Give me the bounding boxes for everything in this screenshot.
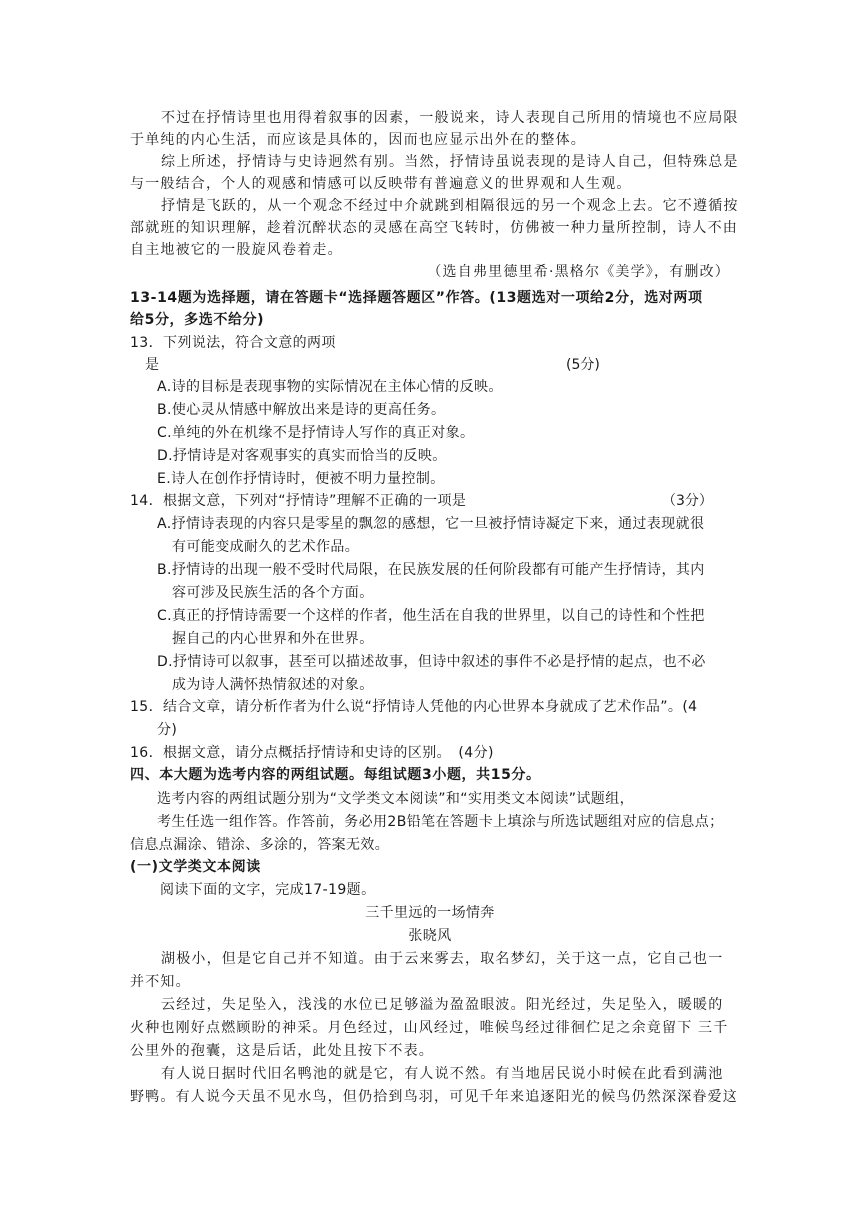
q14-stem: 14．根据文意，下列对“抒情诗”理解不正确的一项是 [130,493,467,509]
q14-option-d-cont: 成为诗人满怀热情叙述的对象。 [172,677,374,693]
q13-option-d: D.抒情诗是对客观事实的真实而恰当的反映。 [157,448,447,464]
essay-line: 自主地被它的一股旋风卷着走。 [130,242,343,258]
q13-option-b: B.使心灵从情感中解放出来是诗的更高任务。 [157,402,446,418]
story-line: 云经过，失足坠入，浅浅的水位已足够溢为盈盈眼波。阳光经过，失足坠入，暖暖的 [161,997,724,1013]
q14-option-d: D.抒情诗可以叙事，甚至可以描述故事，但诗中叙述的事件不必是抒情的起点，也不必 [157,654,706,670]
instruction-line: 13-14题为选择题，请在答题卡“选择题答题区”作答。(13题选对一项给2分，选对两项 [130,290,703,306]
story-title: 三千里远的一场情奔 [365,905,495,921]
story-line: 有人说日据时代旧名鸭池的就是它，有人说不然。有当地居民说小时候在此看到满池 [161,1066,724,1082]
q14-option-b: B.抒情诗的出现一般不受时代局限，在民族发展的任何阶段都有可能产生抒情诗，其内 [157,562,705,578]
q14-option-c-cont: 握自己的内心世界和外在世界。 [172,631,374,647]
instruction-line: 给5分，多选不给分) [130,312,265,328]
story-author: 张晓风 [408,928,452,944]
q15-stem-cont: 分) [157,722,178,738]
story-line: 公里外的孢囊，这是后话，此处且按下不表。 [130,1043,434,1059]
story-line: 并不知。 [130,974,191,990]
section-note: 考生任选一组作答。作答前，务必用2B铅笔在答题卡上填涂与所选试题组对应的信息点； [157,814,724,830]
essay-line: 与一般结合，个人的观感和情感可以反映带有普遍意义的世界观和人生观。 [130,176,632,192]
section-note: 选考内容的两组试题分别为“文学类文本阅读”和“实用类文本阅读”试题组， [157,791,635,807]
q14-option-a: A.抒情诗表现的内容只是零星的飘忽的感想，它一旦被抒情诗凝定下来，通过表现就很 [157,516,705,532]
q13-option-e: E.诗人在创作抒情诗时，便被不明力量控制。 [157,471,445,487]
q13-option-a: A.诗的目标是表现事物的实际情况在主体心情的反映。 [157,379,503,395]
q13-option-c: C.单纯的外在机缘不是抒情诗人写作的真正对象。 [157,425,475,441]
q13-stem-cont: 是 [145,357,160,373]
essay-line: 综上所述，抒情诗与史诗迥然有别。当然，抒情诗虽说表现的是诗人自己，但特殊总是 [161,154,739,170]
section-title: 四、本大题为选考内容的两组试题。每组试题3小题，共15分。 [130,767,541,783]
essay-line: 不过在抒情诗里也用得着叙事的因素，一般说来，诗人表现自己所用的情境也不应局限 [161,110,739,126]
subsection-title: (一)文学类文本阅读 [130,859,261,875]
q15-stem: 15．结合文章，请分析作者为什么说“抒情诗人凭他的内心世界本身就成了艺术作品”。(4 [130,699,698,715]
essay-line: 于单纯的内心生活，而应该是具体的，因而也应显示出外在的整体。 [130,132,586,148]
story-line: 火种也刚好点燃顾盼的神采。月色经过，山风经过，唯候鸟经过徘徊伫足之余竟留下 三千 [130,1020,729,1036]
q14-option-b-cont: 容可涉及民族生活的各个方面。 [172,585,374,601]
q14-option-a-cont: 有可能变成耐久的艺术作品。 [172,539,360,555]
q16-stem: 16．根据文意，请分点概括抒情诗和史诗的区别。 (4分) [130,745,494,761]
q14-option-c: C.真正的抒情诗需要一个这样的作者，他生活在自我的世界里，以自己的诗性和个性把 [157,608,705,624]
q13-points: (5分) [566,357,600,373]
story-line: 湖极小，但是它自己并不知道。由于云来雾去，取名梦幻，关于这一点，它自己也一 [161,951,724,967]
reading-prompt: 阅读下面的文字，完成17-19题。 [160,882,376,898]
q13-stem: 13．下列说法，符合文意的两项 [130,335,336,351]
story-line: 野鸭。有人说今天虽不见水鸟，但仍拾到鸟羽，可见千年来追逐阳光的候鸟仍然深深眷爱这 [130,1089,738,1105]
source-citation: （选自弗里德里希·黑格尔《美学》，有删改） [427,264,730,280]
essay-line: 抒情是飞跃的，从一个观念不经过中介就跳到相隔很远的另一个观念上去。它不遵循按 [161,198,739,214]
section-note: 信息点漏涂、错涂、多涂的，答案无效。 [130,837,390,853]
q14-points: （3分） [662,493,713,509]
essay-line: 部就班的知识理解，趁着沉醉状态的灵感在高空飞转时，仿佛被一种力量所控制，诗人不由 [130,220,738,236]
